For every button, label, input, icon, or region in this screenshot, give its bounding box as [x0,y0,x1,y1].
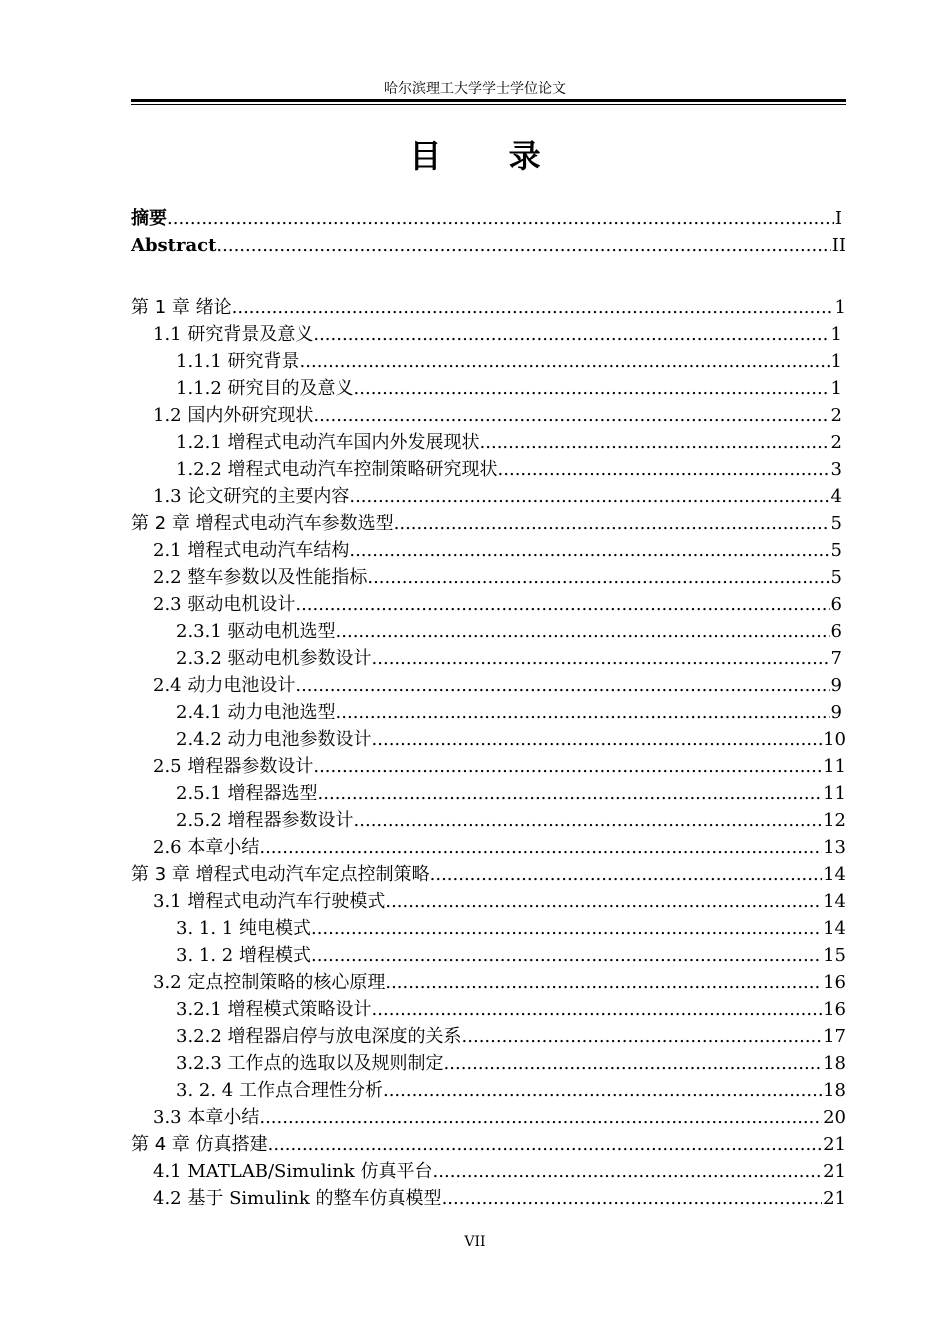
toc-dot-leader [313,402,829,429]
toc-entry-label: 2.4.1 动力电池选型 [176,702,336,723]
toc-dot-leader [167,205,834,232]
toc-entry-label: 1.1.1 研究背景 [176,351,300,372]
toc-entry-label: 2.5 增程器参数设计 [153,756,314,777]
toc-entry-label: 2.3.1 驱动电机选型 [176,621,336,642]
toc-entry[interactable] [131,232,846,259]
toc-entry[interactable] [176,645,842,672]
toc-dot-leader [295,591,829,618]
toc-entry-label: 2.6 本章小结 [153,837,260,858]
toc-entry-page: 5 [830,567,842,588]
toc-entry[interactable] [176,1077,846,1104]
toc-dot-leader [259,1104,822,1131]
toc-entry-label: 2.1 增程式电动汽车结构 [153,540,350,561]
toc-dot-leader [385,969,822,996]
toc-entry-page: 7 [830,648,842,669]
toc-entry[interactable] [176,726,846,753]
toc-entry-label: 1.1.2 研究目的及意义 [176,378,354,399]
toc-entry[interactable] [176,780,846,807]
toc-entry-label: 2.3 驱动电机设计 [153,594,296,615]
toc-entry-label: 2.4 动力电池设计 [153,675,296,696]
toc-dot-leader [318,780,823,807]
toc-dot-leader [372,645,830,672]
toc-entry-page: 9 [830,675,842,696]
toc-entry-page: 2 [830,432,842,453]
toc-entry-page: 1 [830,351,842,372]
toc-entry-label: 摘要 [131,208,167,229]
toc-entry-page: 5 [830,513,842,534]
toc-dot-leader [295,672,829,699]
toc-entry-page: 2 [830,405,842,426]
toc-entry-label: 2.5.2 增程器参数设计 [176,810,354,831]
toc-entry[interactable] [153,402,842,429]
toc-entry-page: 1 [834,297,846,318]
toc-entry-label: 第 3 章 增程式电动汽车定点控制策略 [131,864,430,885]
toc-entry-page: 14 [823,891,846,912]
toc-dot-leader [383,1077,822,1104]
toc-entry[interactable] [176,699,842,726]
toc-entry[interactable] [131,1131,846,1158]
toc-entry-page: II [831,235,846,256]
toc-entry[interactable] [153,537,842,564]
toc-entry-page: 11 [823,756,846,777]
toc-entry[interactable] [176,1023,846,1050]
toc-entry[interactable] [176,915,846,942]
toc-entry[interactable] [153,483,842,510]
toc-entry-page: 12 [823,810,846,831]
toc-dot-leader [354,375,830,402]
toc-entry[interactable] [176,456,842,483]
page-title: 目 录 [409,137,569,175]
toc-dot-leader [462,1023,823,1050]
toc-entry-page: 18 [823,1080,846,1101]
toc-dot-leader [336,618,830,645]
toc-dot-leader [433,1158,823,1185]
toc-entry-page: 5 [830,540,842,561]
header-rule-thick [131,99,846,102]
toc-entry[interactable] [131,510,842,537]
toc-entry-label: 3.3 本章小结 [153,1107,260,1128]
toc-dot-leader [268,1131,822,1158]
toc-entry-label: 1.2 国内外研究现状 [153,405,314,426]
toc-entry-label: 第 1 章 绪论 [131,297,232,318]
toc-entry[interactable] [153,753,846,780]
toc-dot-leader [372,996,823,1023]
toc-dot-leader [313,321,829,348]
toc-dot-leader [216,232,830,259]
toc-entry-page: 11 [823,783,846,804]
toc-entry-label: 2.2 整车参数以及性能指标 [153,567,368,588]
toc-entry[interactable] [153,969,846,996]
toc-entry-page: 1 [830,324,842,345]
toc-entry-page: I [834,208,842,229]
toc-entry-label: 第 4 章 仿真搭建 [131,1134,268,1155]
toc-entry-label: 1.3 论文研究的主要内容 [153,486,350,507]
toc-entry-label: Abstract [131,235,217,256]
toc-entry[interactable] [176,375,842,402]
toc-entry-label: 3.2 定点控制策略的核心原理 [153,972,386,993]
toc-entry[interactable] [153,1158,846,1185]
toc-dot-leader [349,483,829,510]
page-number: VII [464,1234,486,1250]
toc-entry[interactable] [131,294,846,321]
toc-entry-label: 3.2.2 增程器启停与放电深度的关系 [176,1026,462,1047]
toc-entry-page: 13 [823,837,846,858]
toc-entry-page: 18 [823,1053,846,1074]
toc-entry-label: 2.4.2 动力电池参数设计 [176,729,372,750]
toc-entry-page: 1 [830,378,842,399]
toc-entry-label: 1.1 研究背景及意义 [153,324,314,345]
toc-dot-leader [311,915,822,942]
toc-entry[interactable] [153,321,842,348]
toc-entry-page: 17 [823,1026,846,1047]
toc-dot-leader [498,456,830,483]
toc-dot-leader [372,726,823,753]
running-header: 哈尔滨理工大学学士学位论文 [384,81,566,97]
toc-entry[interactable] [153,888,846,915]
toc-dot-leader [480,429,830,456]
toc-entry-page: 21 [823,1188,846,1209]
toc-entry[interactable] [131,861,846,888]
toc-entry[interactable] [153,834,846,861]
toc-entry[interactable] [176,348,842,375]
toc-entry-label: 3.2.1 增程模式策略设计 [176,999,372,1020]
toc-dot-leader [232,294,834,321]
toc-entry-label: 4.2 基于 Simulink 的整车仿真模型 [153,1188,442,1209]
toc-entry[interactable] [153,672,842,699]
toc-entry-page: 15 [823,945,846,966]
toc-entry[interactable] [176,807,846,834]
toc-dot-leader [354,807,823,834]
toc-entry-page: 21 [823,1134,846,1155]
toc-entry-label: 3.2.3 工作点的选取以及规则制定 [176,1053,444,1074]
toc-entry-label: 1.2.2 增程式电动汽车控制策略研究现状 [176,459,498,480]
toc-entry-page: 20 [823,1107,846,1128]
toc-entry-page: 21 [823,1161,846,1182]
toc-entry[interactable] [176,618,842,645]
toc-entry-page: 16 [823,999,846,1020]
toc-entry-page: 16 [823,972,846,993]
toc-entry-page: 6 [830,594,842,615]
header-rule-thin [131,104,846,105]
toc-entry[interactable] [176,429,842,456]
toc-dot-leader [385,888,822,915]
toc-entry[interactable] [131,205,842,232]
toc-entry-page: 3 [830,459,842,480]
toc-dot-leader [300,348,830,375]
toc-dot-leader [311,942,822,969]
toc-dot-leader [430,861,822,888]
toc-entry-page: 4 [830,486,842,507]
toc-entry-label: 第 2 章 增程式电动汽车参数选型 [131,513,394,534]
toc-entry-label: 2.3.2 驱动电机参数设计 [176,648,372,669]
toc-entry-label: 3. 2. 4 工作点合理性分析 [176,1080,383,1101]
toc-dot-leader [259,834,822,861]
toc-dot-leader [336,699,830,726]
toc-entry[interactable] [176,996,846,1023]
toc-dot-leader [394,510,830,537]
toc-entry-label: 3.1 增程式电动汽车行驶模式 [153,891,386,912]
toc-entry-page: 9 [830,702,842,723]
toc-dot-leader [313,753,822,780]
toc-entry-label: 2.5.1 增程器选型 [176,783,318,804]
toc-entry[interactable] [153,1104,846,1131]
toc-dot-leader [442,1185,823,1212]
toc-entry-label: 3. 1. 1 纯电模式 [176,918,311,939]
toc-entry[interactable] [176,1050,846,1077]
toc-entry-page: 14 [823,864,846,885]
toc-entry-label: 3. 1. 2 增程模式 [176,945,311,966]
toc-entry-page: 6 [830,621,842,642]
toc-dot-leader [444,1050,823,1077]
toc-entry-page: 10 [823,729,846,750]
toc-entry[interactable] [153,564,842,591]
toc-entry-page: 14 [823,918,846,939]
toc-entry[interactable] [176,942,846,969]
toc-entry[interactable] [153,591,842,618]
toc-entry[interactable] [153,1185,846,1212]
toc-dot-leader [349,537,829,564]
toc-entry-label: 4.1 MATLAB/Simulink 仿真平台 [153,1161,433,1182]
toc-dot-leader [367,564,829,591]
toc-entry-label: 1.2.1 增程式电动汽车国内外发展现状 [176,432,480,453]
